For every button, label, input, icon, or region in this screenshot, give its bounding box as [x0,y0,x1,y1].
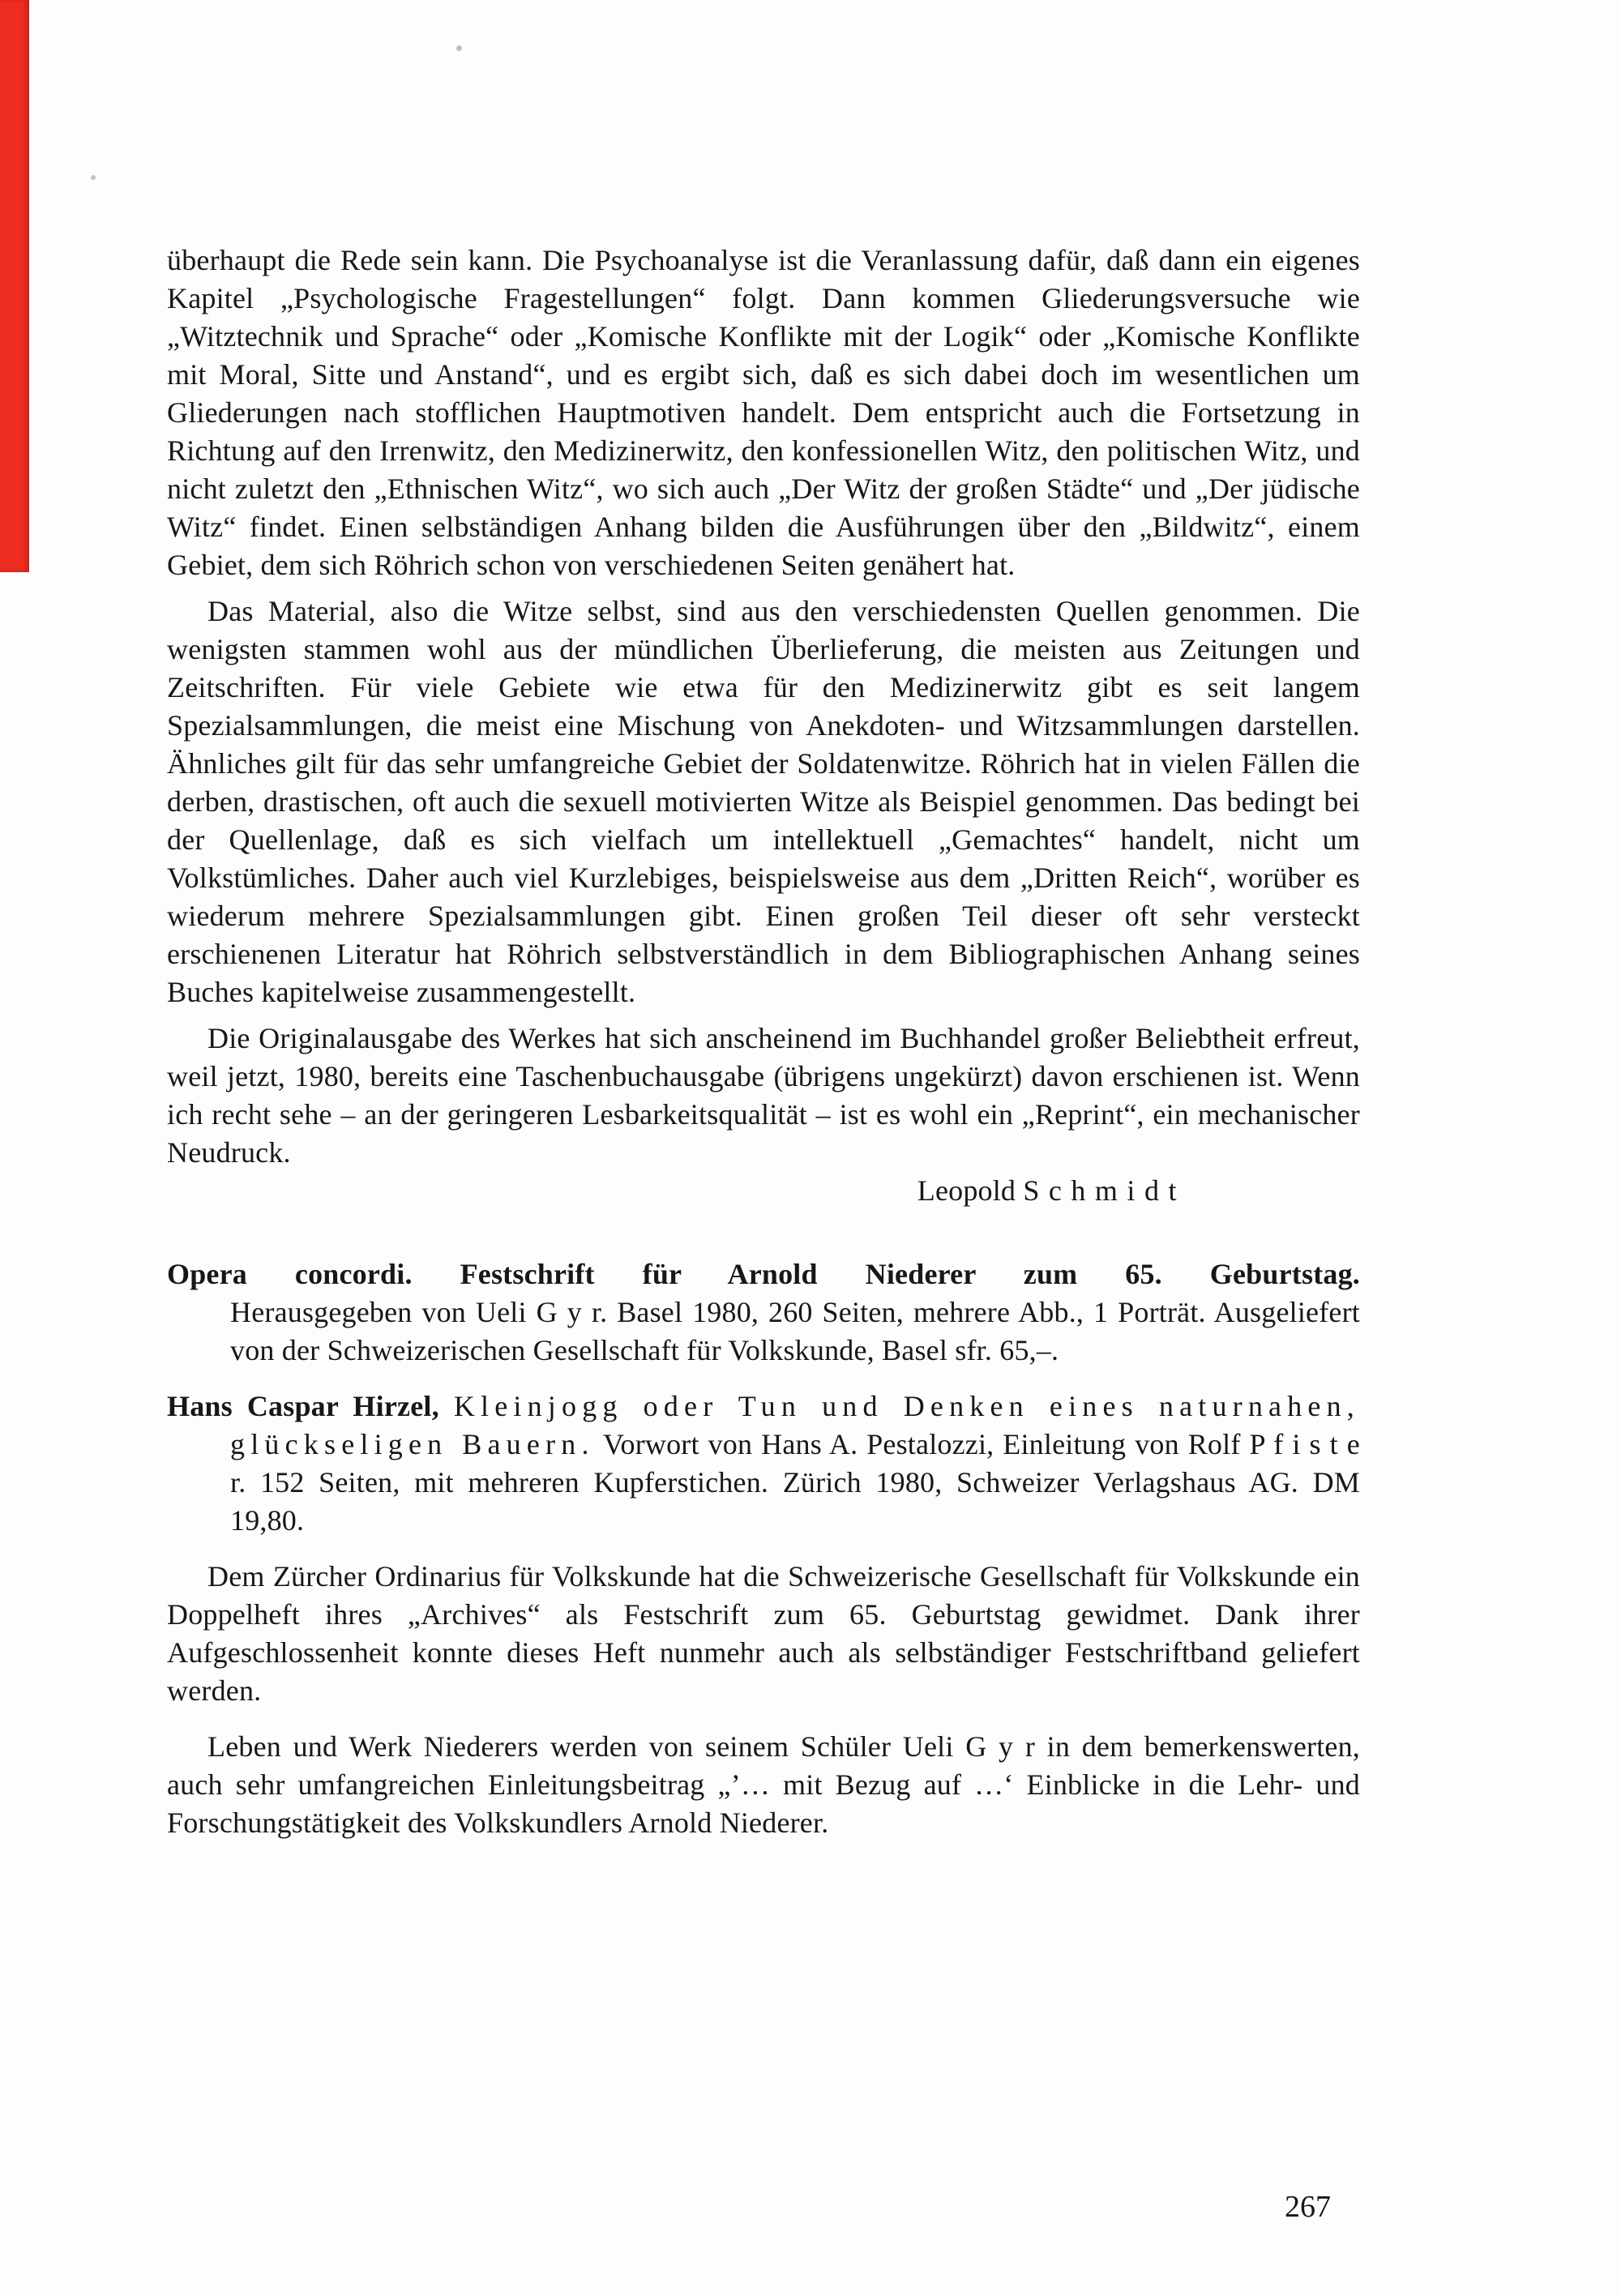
book-entry-details: Herausgegeben von Ueli G y r. Basel 1980, 260 Seiten, mehrere Abb., 1 Porträt. Ausgeliefert von der Schweizerischen Gesellschaft für Volkskunde, Basel sfr. 65,–. [230,1296,1360,1366]
book-entry-opera-concordi [167,1255,1360,1370]
scan-speck [91,175,96,180]
page-number: 267 [1285,2190,1331,2224]
paragraph-material: Das Material, also die Witze selbst, sind aus den verschiedensten Quellen genommen. Die wenigsten stammen wohl aus der mündlichen Überlieferung, die meisten aus Zeitungen und Zeitschriften. Für viele Gebiete wie etwa für den Medizinerwitz gibt es seit langem Spezialsammlungen, die meist eine Mischung von Anekdoten- und Witzsammlungen darstellen. Ähnliches gilt für das sehr umfangreiche Gebiet der Soldatenwitze. Röhrich hat in vielen Fällen die derben, drastischen, oft auch die sexuell motivierten Witze als Beispiel genommen. Das bedingt bei der Quellenlage, daß es sich vielfach um intellektuell „Gemachtes“ handelt, nicht um Volkstümliches. Daher auch viel Kurzlebiges, beispielsweise aus dem „Dritten Reich“, worüber es wiederum mehrere Spezialsammlungen gibt. Einen großen Teil dieser oft sehr versteckt erschienenen Literatur hat Röhrich selbstverständlich in dem Bibliographischen Anhang seines Buches kapitelweise zusammengestellt. [167,595,1360,1008]
book-entry-title-spaced: Kleinjogg oder Tun und Denken eines naturnahen, glückseligen Bauern. [230,1390,1361,1460]
paragraph-originalausgabe: Die Originalausgabe des Werkes hat sich anscheinend im Buchhandel großer Beliebtheit erfreut, weil jetzt, 1980, bereits eine Taschenbuchausgabe (übrigens ungekürzt) davon erschienen ist. Wenn ich recht sehe – an der geringeren Lesbarkeitsqualität – ist es wohl ein „Reprint“, ein mechanischer Neudruck. [167,1022,1360,1169]
signature-last-name: Schmidt [1023,1174,1186,1207]
paragraph-continuation: überhaupt die Rede sein kann. Die Psychoanalyse ist die Veranlassung dafür, daß dann ein eigenes Kapitel „Psychologische Fragestellungen“ folgt. Dann kommen Gliederungsversuche wie „Witztechnik und Sprache“ oder „Komische Konflikte mit der Logik“ oder „Komische Konflikte mit Moral, Sitte und Anstand“, und es ergibt sich, daß es sich dabei doch im wesentlichen um Gliederungen nach stofflichen Hauptmotiven handelt. Dem entspricht auch die Fortsetzung in Richtung auf den Irrenwitz, den Medizinerwitz, den konfessionellen Witz, den politischen Witz, und nicht zuletzt den „Ethnischen Witz“, wo sich auch „Der Witz der großen Städte“ und „Der jüdische Witz“ findet. Einen selbständigen Anhang bilden die Ausführungen über den „Bildwitz“, einem Gebiet, dem sich Röhrich schon von verschiedenen Seiten genähert hat. [167,244,1360,581]
review-signature [167,1172,1360,1210]
bookmark-ribbon [0,0,29,572]
paragraph-leben-und-werk: Leben und Werk Niederers werden von seinem Schüler Ueli G y r in dem bemerkenswerten, auch sehr umfangreichen Einleitungsbeitrag „’… mit Bezug auf …‘ Einblicke in die Lehr- und Forschungstätigkeit des Volkskundlers Arnold Niederer. [167,1730,1360,1839]
book-entry-details: Vorwort von Hans A. Pestalozzi, Einleitung von Rolf P f i s t e r. 152 Seiten, mit mehreren Kupferstichen. Zürich 1980, Schweizer Verlagshaus AG. DM 19,80. [230,1428,1360,1537]
book-entry-hirzel [167,1387,1360,1540]
signature-first-name: Leopold [917,1174,1016,1207]
body-text [167,242,1360,1842]
paragraph-festschrift: Dem Zürcher Ordinarius für Volkskunde hat die Schweizerische Gesellschaft für Volkskunde ein Doppelheft ihres „Archives“ als Festschrift zum 65. Geburtstag gewidmet. Dank ihrer Aufgeschlossenheit konnte dieses Heft nunmehr auch als selbständiger Festschriftband geliefert werden. [167,1560,1360,1707]
scan-speck [456,45,462,51]
book-entry-title: Opera concordi. Festschrift für Arnold Niederer zum 65. Geburtstag. [167,1258,1360,1290]
book-entry-author: Hans Caspar Hirzel, [167,1390,439,1422]
